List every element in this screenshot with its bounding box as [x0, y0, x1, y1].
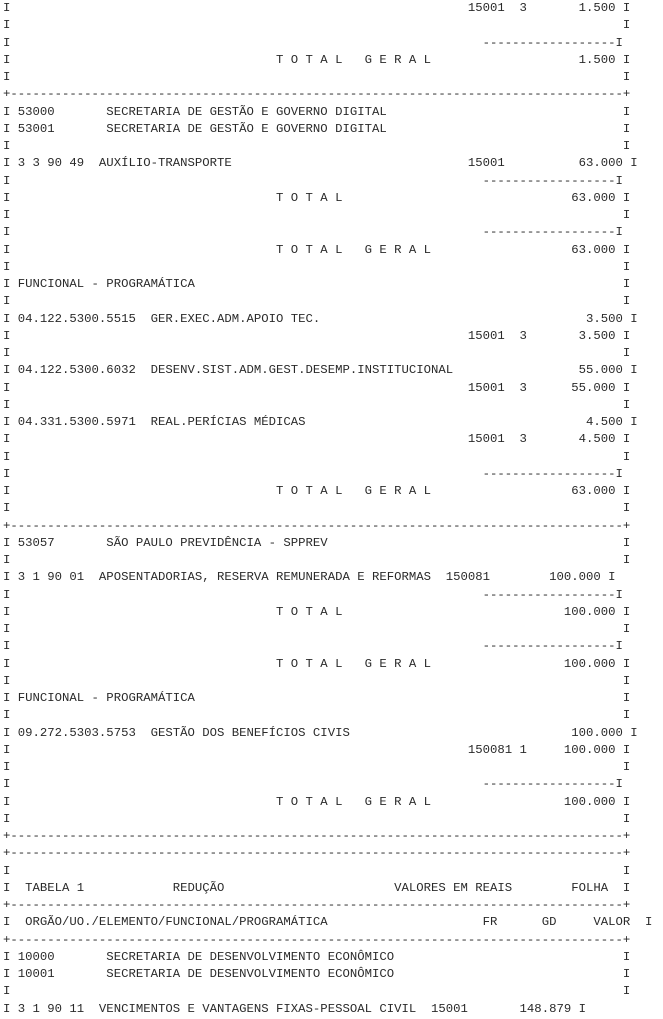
report-line: I 3 1 90 11 VENCIMENTOS E VANTAGENS FIXAS-PESSOAL CIVIL 15001 148.879 I: [3, 1001, 586, 1016]
separator-line: +-----------------------------------------------------------------------------------+: [3, 846, 631, 861]
report-line: I 04.331.5300.5971 REAL.PERÍCIAS MÉDICAS 4.500 I: [3, 415, 638, 429]
report-line: I 15001 3 55.000 I: [3, 380, 631, 395]
subtotal-rule: I ------------------I: [3, 587, 623, 602]
blank-line: I I: [3, 294, 631, 309]
blank-line: I I: [3, 70, 631, 84]
blank-line: I I: [3, 346, 631, 360]
total-line: I T O T A L G E R A L 1.500 I: [3, 52, 631, 67]
separator-line: +-----------------------------------------------------------------------------------+: [3, 898, 631, 912]
blank-line: I I: [3, 208, 631, 222]
report-line: I 09.272.5303.5753 GESTÃO DOS BENEFÍCIOS CIVIS 100.000 I: [3, 725, 638, 740]
separator-line: +-----------------------------------------------------------------------------------+: [3, 829, 631, 843]
report-line: I 150081 1 100.000 I: [3, 742, 631, 757]
subtotal-rule: I ------------------I: [3, 639, 623, 654]
report-line: I FUNCIONAL - PROGRAMÁTICA I: [3, 691, 631, 705]
blank-line: I I: [3, 984, 631, 999]
blank-line: I I: [3, 397, 631, 412]
separator-line: +-----------------------------------------------------------------------------------+: [3, 87, 631, 102]
blank-line: I I: [3, 811, 631, 826]
report-line: I 3 1 90 01 APOSENTADORIAS, RESERVA REMUNERADA E REFORMAS 150081 100.000 I: [3, 570, 616, 585]
report-line: I 53057 SÃO PAULO PREVIDÊNCIA - SPPREV I: [3, 535, 631, 550]
blank-line: I I: [3, 449, 631, 464]
report-line: I TABELA 1 REDUÇÃO VALORES EM REAIS FOLHA I: [3, 880, 631, 895]
blank-line: I I: [3, 622, 631, 636]
report-line: I 10000 SECRETARIA DE DESENVOLVIMENTO ECONÔMICO I: [3, 949, 631, 964]
separator-line: +-----------------------------------------------------------------------------------+: [3, 518, 631, 533]
report-line: I ORGÃO/UO./ELEMENTO/FUNCIONAL/PROGRAMÁTICA FR GD VALOR I: [3, 915, 653, 930]
blank-line: I I: [3, 553, 631, 567]
subtotal-rule: I ------------------I: [3, 777, 623, 792]
total-line: I T O T A L G E R A L 100.000 I: [3, 794, 631, 809]
report-line: I FUNCIONAL - PROGRAMÁTICA I: [3, 277, 631, 291]
report-line: I 3 3 90 49 AUXÍLIO-TRANSPORTE 15001 63.000 I: [3, 156, 638, 171]
separator-line: +-----------------------------------------------------------------------------------+: [3, 932, 631, 947]
report-line: I 15001 3 3.500 I: [3, 328, 631, 343]
blank-line: I I: [3, 708, 631, 723]
report-line: I 53000 SECRETARIA DE GESTÃO E GOVERNO DIGITAL I: [3, 104, 631, 119]
blank-line: I I: [3, 501, 631, 516]
total-line: I T O T A L 63.000 I: [3, 190, 631, 205]
subtotal-rule: I ------------------I: [3, 225, 623, 240]
total-line: I T O T A L G E R A L 63.000 I: [3, 242, 631, 257]
blank-line: I I: [3, 259, 631, 274]
subtotal-rule: I ------------------I: [3, 173, 623, 188]
report-line: I 04.122.5300.6032 DESENV.SIST.ADM.GEST.DESEMP.INSTITUCIONAL 55.000 I: [3, 363, 638, 378]
report-line: I 10001 SECRETARIA DE DESENVOLVIMENTO ECONÔMICO I: [3, 967, 631, 981]
subtotal-rule: I ------------------I: [3, 466, 623, 481]
blank-line: I I: [3, 760, 631, 774]
total-line: I T O T A L 100.000 I: [3, 604, 631, 619]
blank-line: I I: [3, 673, 631, 688]
blank-line: I I: [3, 139, 631, 153]
blank-line: I I: [3, 18, 631, 33]
report-line: I 53001 SECRETARIA DE GESTÃO E GOVERNO DIGITAL I: [3, 121, 631, 136]
blank-line: I I: [3, 863, 631, 878]
report-line: I 15001 3 4.500 I: [3, 432, 631, 447]
subtotal-rule: I ------------------I: [3, 35, 623, 50]
report-line: I 04.122.5300.5515 GER.EXEC.ADM.APOIO TEC. 3.500 I: [3, 311, 638, 326]
total-line: I T O T A L G E R A L 100.000 I: [3, 656, 631, 671]
total-line: I T O T A L G E R A L 63.000 I: [3, 484, 631, 498]
report-line: I 15001 3 1.500 I: [3, 1, 631, 15]
